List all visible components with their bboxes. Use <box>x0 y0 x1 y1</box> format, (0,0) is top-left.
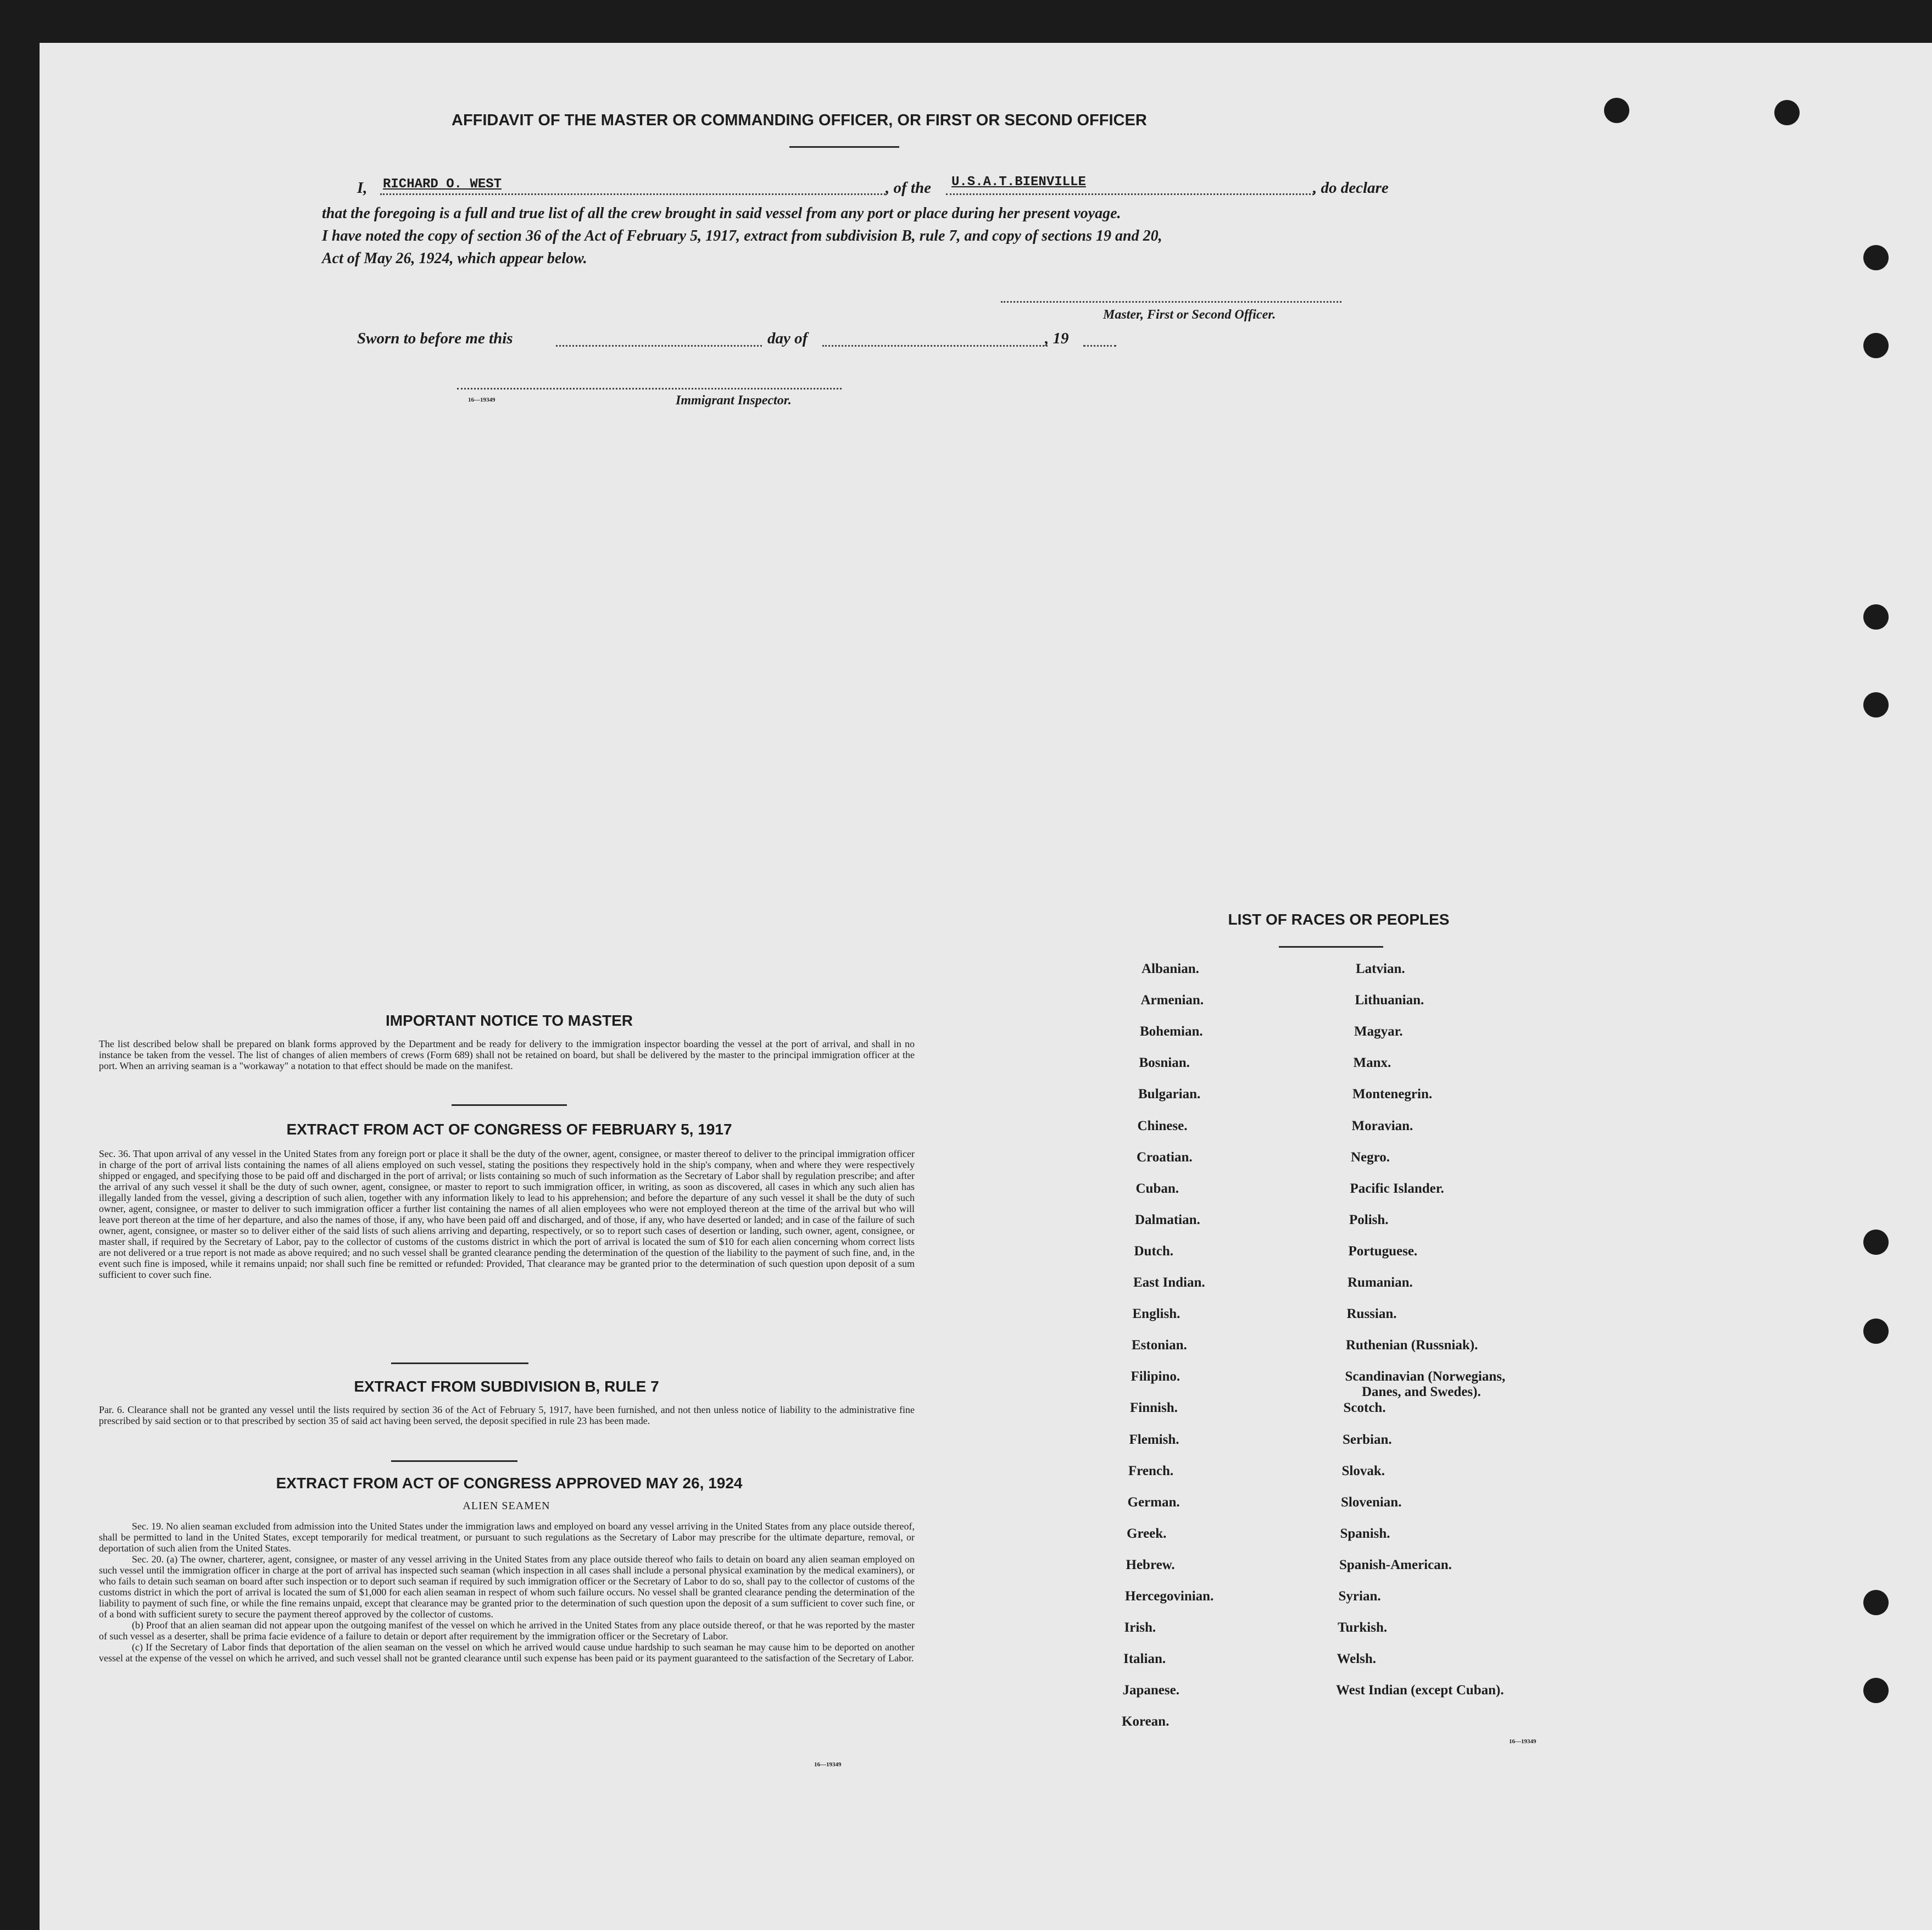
binder-hole <box>1863 604 1889 630</box>
race-item: Chinese. <box>1137 1118 1188 1133</box>
race-item: Armenian. <box>1140 993 1204 1008</box>
race-item: Finnish. <box>1130 1400 1178 1416</box>
do-declare-label: , do declare <box>1313 179 1389 197</box>
affidavit-line-4: Act of May 26, 1924, which appear below. <box>322 250 587 267</box>
race-item: Serbian. <box>1343 1432 1392 1447</box>
affidavit-line-3: I have noted the copy of section 36 of the Act of February 5, 1917, extract from subdivision B, rule 7, and copy of sections 19 and 20, <box>322 227 1162 244</box>
rule7-divider <box>391 1460 517 1462</box>
affidavit-line-1 <box>357 179 368 197</box>
rule7-body: Par. 6. Clearance shall not be granted any vessel until the lists required by section 36 of the Act of February 5, 1917, have been furnished, and not then unless notice of liability to the administrative fine prescribed by said section or to that prescribed by section 35 of said act having been served, the deposit specified in rule 23 has been made. <box>99 1404 915 1426</box>
title-divider <box>789 146 899 148</box>
vessel-name-line <box>946 193 1314 195</box>
sec-20b-text: (b) Proof that an alien seaman did not appear upon the outgoing manifest of the vessel on which he arrived in the United States from any place outside thereof, or that he was reported by the master of such vessel as a deserter, shall be prima facie evidence of a failure to detain or deport after requirement by the immigration officer or the Secretary of Labor. <box>99 1620 915 1642</box>
race-item: Turkish. <box>1338 1620 1388 1636</box>
sec-19-text: Sec. 19. No alien seaman excluded from admission into the United States under the immigration laws and employed on board any vessel arriving in the United States from any place outside thereof, shall be permitted to land in the United States, except temporarily for medical treatment, or pursuant to such regulations as the Secretary of Labor may prescribe for the ultimate departure, removal, or deportation of such alien from the United States. <box>99 1521 915 1554</box>
race-item: Rumanian. <box>1348 1275 1413 1290</box>
alien-seamen-subtitle: ALIEN SEAMEN <box>463 1500 550 1512</box>
master-name-line <box>380 193 886 195</box>
affidavit-body <box>322 202 1162 270</box>
race-item: Croatian. <box>1137 1149 1193 1165</box>
race-item: Hebrew. <box>1126 1557 1175 1572</box>
binder-hole <box>1604 98 1629 123</box>
race-item: Japanese. <box>1122 1683 1179 1698</box>
race-item: Italian. <box>1123 1651 1166 1667</box>
extract-1917-body: Sec. 36. That upon arrival of any vessel in the United States from any foreign port or place it shall be the duty of the owner, agent, consignee, or master thereof to deliver to the principal immigration officer in charge of the port of arrival lists containing the names of all aliens employed on such vessel, stating the positions they respectively hold in the ship's company, when and where they were respectively shipped or engaged, and specifying those to be paid off and discharged in the port of arrival; or lists containing so much of such information as the Secretary of Labor shall by regulation prescribe; and after the arrival of any such vessel it shall be the duty of such owner, agent, consignee, or master to report to such immigration officer, in writing, as soon as discovered, all cases in which any such alien has illegally landed from the vessel, giving a description of such alien, together with any information likely to lead to his apprehension; and before the departure of any such vessel it shall be the duty of such owner, agent, consignee, or master to deliver to such immigration officer a further list containing the names of all alien employees who were not employed thereon at the time of the arrival but who will leave port thereon at the time of her departure, and also the names of those, if any, who have been paid off and discharged, and of those, if any, who have deserted or landed; and in case of the failure of such owner, agent, consignee, or master so to deliver either of the said lists of such aliens arriving and departing, respectively, or so to report such cases of desertion or landing, such owner, agent, consignee, or master shall, if required by the Secretary of Labor, pay to the collector of customs of the customs district in which the port of arrival is located the sum of $10 for each alien concerning whom correct lists are not delivered or a true report is not made as above required; and no such vessel shall be granted clearance pending the determination of the question of the liability to the payment of such fine, and, in the event such fine is imposed, while it remains unpaid; nor shall such fine be remitted or refunded: Provided, That clearance may be granted prior to the determination of such question upon deposit of a sum sufficient to cover such fine. <box>99 1148 915 1280</box>
races-form-number: 16—19349 <box>1509 1738 1536 1745</box>
race-item: Scotch. <box>1343 1400 1386 1416</box>
sec-20c-text: (c) If the Secretary of Labor finds that deportation of the alien seaman on the vessel on which he arrived would cause undue hardship to such seaman he may cause him to be deported on another vessel at the expense of the vessel on which he arrived, and such vessel shall not be granted clearance until such expense has been paid or its payment guaranteed to the satisfaction of the Secretary of Labor. <box>99 1642 915 1664</box>
race-item: West Indian (except Cuban). <box>1336 1683 1504 1698</box>
i-label: I, <box>357 179 368 197</box>
sworn-month-line <box>822 345 1048 347</box>
race-item: Moravian. <box>1351 1118 1413 1133</box>
race-item: Pacific Islander. <box>1350 1181 1444 1196</box>
sworn-label: Sworn to before me this <box>357 330 513 347</box>
races-divider <box>1279 946 1383 948</box>
race-item: Spanish-American. <box>1339 1557 1452 1572</box>
race-item: Magyar. <box>1354 1024 1403 1039</box>
master-name: RICHARD O. WEST <box>383 177 502 192</box>
day-of-label: day of <box>767 330 808 347</box>
race-item: Portuguese. <box>1348 1243 1418 1259</box>
binder-hole <box>1863 1678 1889 1703</box>
race-item: Bulgarian. <box>1138 1087 1201 1102</box>
race-item: Bohemian. <box>1140 1024 1203 1039</box>
rule7-title: EXTRACT FROM SUBDIVISION B, RULE 7 <box>354 1378 659 1395</box>
binder-hole <box>1863 1319 1889 1344</box>
race-item: Negro. <box>1351 1149 1390 1165</box>
races-title: LIST OF RACES OR PEOPLES <box>1228 911 1450 928</box>
race-item: English. <box>1132 1306 1181 1322</box>
vessel-name: U.S.A.T.BIENVILLE <box>951 175 1086 190</box>
race-item: Cuban. <box>1135 1181 1179 1196</box>
race-item: Greek. <box>1127 1526 1167 1541</box>
race-item: Dalmatian. <box>1135 1212 1200 1227</box>
race-item: French. <box>1128 1463 1174 1478</box>
binder-hole <box>1774 100 1800 125</box>
binder-hole <box>1863 1590 1889 1615</box>
race-item: Manx. <box>1353 1055 1391 1071</box>
sec-20a-text: Sec. 20. (a) The owner, charterer, agent, consignee, or master of any vessel arriving in the United States from any place outside thereof who fails to detain on board any alien seaman employed on such vessel until the immigration officer in charge at the port of arrival has inspected such seaman (which inspection in all cases shall include a personal physical examination by the medical examiners), or who fails to detain such seaman on board after such inspection or to deport such seaman if required by such immigration officer or the Secretary of Labor to do so, shall pay to the collector of customs of the customs district in which the port of arrival is located the sum of $1,000 for each alien seaman in respect of whom such failure occurs. No vessel shall be granted clearance pending the determination of the liability to payment of such fine, or while the fine remains unpaid, except that clearance may be granted prior to the determination of such question upon the deposit of a sum sufficient to cover such fine, or of a bond with sufficient surety to secure the payment thereof approved by the collector of customs. <box>99 1554 915 1620</box>
affidavit-line-2: that the foregoing is a full and true list of all the crew brought in said vessel from any port or place during her present voyage. <box>322 205 1121 222</box>
extract-1917-divider <box>391 1362 528 1364</box>
extract-1917-title: EXTRACT FROM ACT OF CONGRESS OF FEBRUARY 5, 1917 <box>286 1121 732 1138</box>
extract-form-number: 16—19349 <box>814 1761 842 1768</box>
binder-hole <box>1863 1230 1889 1255</box>
race-item: Ruthenian (Russniak). <box>1346 1338 1478 1353</box>
race-item: Albanian. <box>1142 961 1199 976</box>
race-item: Russian. <box>1346 1306 1397 1322</box>
affidavit-form-number: 16—19349 <box>468 397 495 403</box>
race-item: Bosnian. <box>1139 1055 1190 1071</box>
race-item: Danes, and Swedes). <box>1362 1384 1481 1400</box>
extract-1924-title: EXTRACT FROM ACT OF CONGRESS APPROVED MAY 26, 1924 <box>276 1475 743 1492</box>
race-item: Estonian. <box>1132 1338 1187 1353</box>
race-item: Welsh. <box>1337 1651 1377 1667</box>
race-item: Slovenian. <box>1341 1494 1402 1510</box>
binder-hole <box>1863 245 1889 270</box>
inspector-signature-line <box>457 388 842 390</box>
race-item: Montenegrin. <box>1352 1087 1433 1102</box>
year-line <box>1083 345 1116 347</box>
binder-hole <box>1863 692 1889 718</box>
signature-caption: Master, First or Second Officer. <box>1103 308 1276 322</box>
binder-hole <box>1863 333 1889 358</box>
extract-1924-body <box>99 1521 915 1664</box>
inspector-caption: Immigrant Inspector. <box>676 393 792 408</box>
form-sheet <box>40 43 1932 1930</box>
of-the-label: , of the <box>886 179 931 197</box>
race-item: Hercegovinian. <box>1125 1589 1214 1604</box>
race-item: Spanish. <box>1340 1526 1390 1541</box>
race-item: East Indian. <box>1133 1275 1205 1290</box>
notice-divider <box>452 1104 567 1106</box>
year-label: , 19 <box>1045 330 1069 347</box>
race-item: Syrian. <box>1338 1589 1381 1604</box>
race-item: Latvian. <box>1356 961 1405 976</box>
race-item: German. <box>1127 1494 1180 1510</box>
race-item: Polish. <box>1349 1212 1389 1227</box>
affidavit-title: AFFIDAVIT OF THE MASTER OR COMMANDING OFFICER, OR FIRST OR SECOND OFFICER <box>452 112 1147 129</box>
race-item: Filipino. <box>1131 1369 1181 1384</box>
race-item: Slovak. <box>1341 1463 1385 1478</box>
race-item: Korean. <box>1122 1714 1170 1729</box>
race-item: Irish. <box>1124 1620 1156 1636</box>
signature-line <box>1001 301 1341 303</box>
race-item: Lithuanian. <box>1355 993 1424 1008</box>
race-item: Flemish. <box>1129 1432 1179 1447</box>
notice-body: The list described below shall be prepared on blank forms approved by the Department and be ready for delivery to the immigration inspector boarding the vessel at the port of arrival, and shall in no instance be taken from the vessel. The list of changes of alien members of crews (Form 689) shall not be retained on board, but shall be delivered by the master to the principal immigration officer at the port. When an arriving seaman is a "workaway" a notation to that effect should be made on the manifest. <box>99 1038 915 1071</box>
race-item: Dutch. <box>1134 1243 1174 1259</box>
notice-title: IMPORTANT NOTICE TO MASTER <box>385 1012 633 1029</box>
sworn-date-line <box>556 345 762 347</box>
race-item: Scandinavian (Norwegians, <box>1345 1369 1506 1384</box>
